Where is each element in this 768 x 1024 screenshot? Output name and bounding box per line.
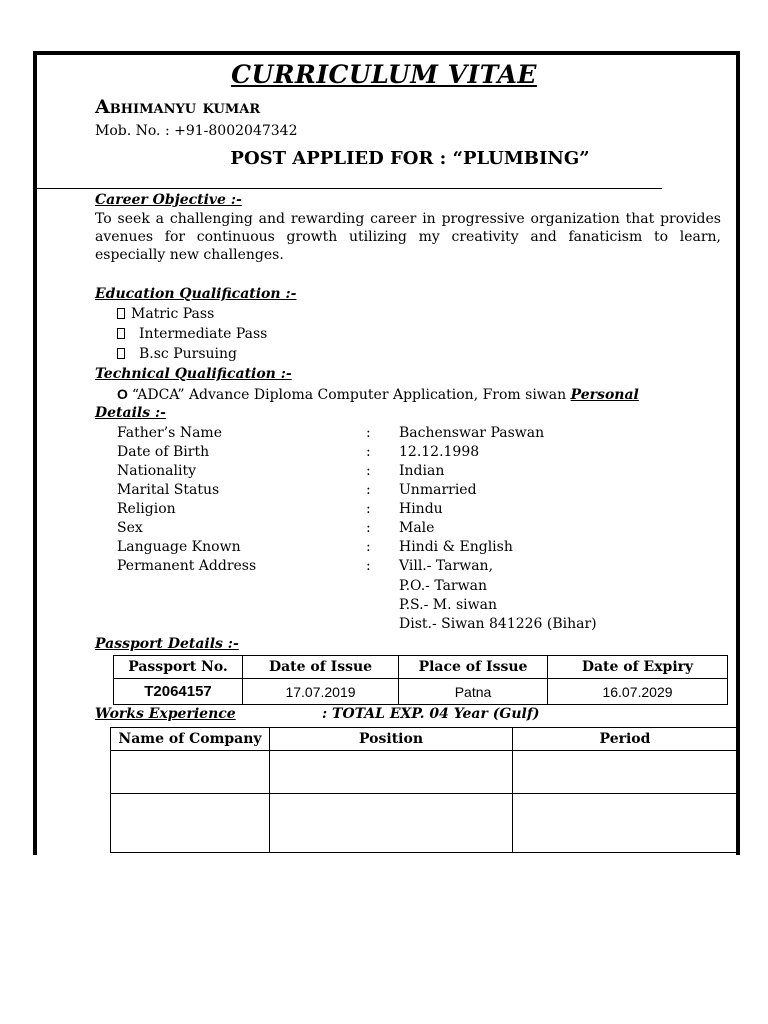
table-header: Period (513, 728, 738, 751)
education-item-label: B.sc Pursuing (139, 346, 237, 362)
candidate-name: Abhimanyu kumar (95, 96, 261, 118)
table-header-row (111, 728, 738, 751)
table-header: Passport No. (114, 656, 243, 679)
passport-table (113, 655, 728, 705)
address-line: P.O.- Tarwan (399, 578, 487, 594)
personal-heading-part1: Personal (570, 387, 639, 403)
detail-separator: : (366, 463, 371, 479)
table-header: Position (270, 728, 513, 751)
table-header: Date of Issue (243, 656, 399, 679)
detail-separator: : (366, 444, 371, 460)
table-cell (111, 751, 270, 794)
table-header: Date of Expiry (548, 656, 728, 679)
detail-value: Indian (399, 463, 445, 479)
detail-separator: : (366, 558, 371, 574)
table-row (111, 751, 738, 794)
detail-separator: : (366, 482, 371, 498)
detail-separator: : (366, 425, 371, 441)
detail-label: Sex (117, 520, 143, 536)
career-objective-heading: Career Objective :- (95, 192, 242, 208)
education-item (117, 346, 237, 362)
detail-value: Hindu (399, 501, 443, 517)
table-row (111, 794, 738, 853)
technical-item (117, 386, 639, 403)
work-heading: Works Experience (95, 706, 236, 722)
detail-label: Permanent Address (117, 558, 257, 574)
place-of-issue: Patna (399, 679, 548, 705)
table-cell (270, 794, 513, 853)
detail-separator: : (366, 520, 371, 536)
divider (37, 188, 662, 189)
address-line: Dist.- Siwan 841226 (Bihar) (399, 616, 597, 632)
address-line: P.S.- M. siwan (399, 597, 497, 613)
date-of-issue: 17.07.2019 (243, 679, 399, 705)
detail-value: 12.12.1998 (399, 444, 480, 460)
bullet-icon (117, 328, 125, 339)
detail-value: Hindi & English (399, 539, 513, 555)
detail-label: Nationality (117, 463, 196, 479)
detail-value: Vill.- Tarwan, (399, 558, 494, 574)
table-header: Place of Issue (399, 656, 548, 679)
bullet-icon (117, 348, 125, 359)
table-header: Name of Company (111, 728, 270, 751)
table-cell (270, 751, 513, 794)
work-table (110, 727, 738, 853)
technical-item-text: “ADCA” Advance Diploma Computer Application, From siwan (131, 387, 567, 403)
detail-label: Father’s Name (117, 425, 222, 441)
detail-value: Unmarried (399, 482, 477, 498)
education-heading: Education Qualification :- (95, 286, 297, 302)
detail-label: Religion (117, 501, 176, 517)
table-cell (513, 751, 738, 794)
personal-heading-part2: Details :- (95, 405, 166, 421)
detail-value: Male (399, 520, 435, 536)
technical-heading: Technical Qualification :- (95, 366, 292, 382)
detail-separator: : (366, 539, 371, 555)
passport-heading: Passport Details :- (95, 636, 239, 652)
post-applied: POST APPLIED FOR : “PLUMBING” (230, 148, 590, 169)
education-item (117, 326, 267, 342)
table-cell (513, 794, 738, 853)
detail-separator: : (366, 501, 371, 517)
detail-value: Bachenswar Paswan (399, 425, 545, 441)
bullet-icon (117, 308, 125, 319)
detail-label: Language Known (117, 539, 241, 555)
education-item-label: Matric Pass (131, 306, 215, 322)
total-experience: : TOTAL EXP. 04 Year (Gulf) (322, 706, 540, 722)
detail-label: Date of Birth (117, 444, 210, 460)
mobile-number: Mob. No. : +91-8002047342 (95, 123, 298, 139)
education-item-label: Intermediate Pass (139, 326, 268, 342)
table-header-row (114, 656, 728, 679)
document-title: CURRICULUM VITAE (231, 60, 537, 89)
table-row (114, 679, 728, 705)
passport-number: T2064157 (114, 679, 243, 705)
detail-label: Marital Status (117, 482, 220, 498)
education-item (117, 306, 214, 322)
date-of-expiry: 16.07.2029 (548, 679, 728, 705)
table-cell (111, 794, 270, 853)
circle-bullet-icon: O (117, 386, 128, 402)
career-objective-text: To seek a challenging and rewarding career in progressive organization that provides avenues for continuous growth utilizing my creativity and fanaticism to learn, especially new challenges. (95, 211, 721, 263)
